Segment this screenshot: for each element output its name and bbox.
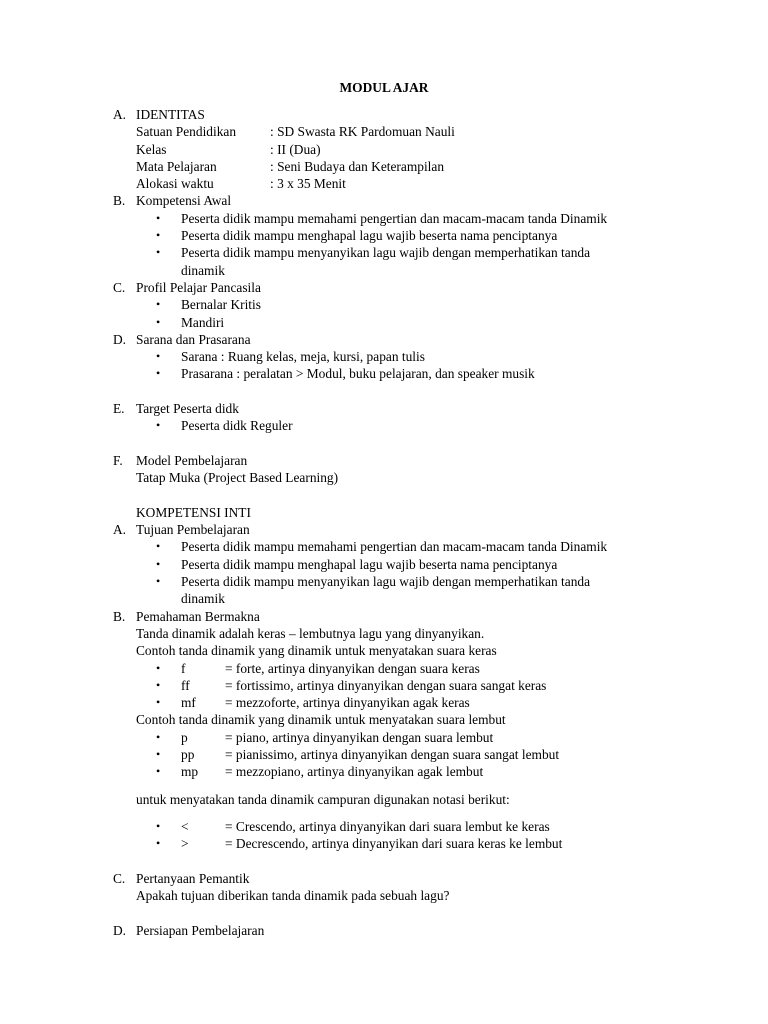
- blank-line: [0, 904, 768, 921]
- bullet-icon: •: [156, 764, 161, 779]
- bullet-icon: •: [156, 556, 161, 571]
- paragraph-line: [0, 711, 768, 728]
- list-item: [0, 296, 768, 313]
- field-label: Satuan Pendidikan: [136, 124, 237, 140]
- list-item-text: Peserta didik mampu menghapal lagu wajib beserta nama penciptanya: [181, 556, 558, 572]
- field-label: Alokasi waktu: [136, 176, 214, 192]
- dynamic-sign-item: [0, 763, 768, 780]
- identitas-row: [0, 141, 768, 158]
- bullet-icon: •: [156, 245, 161, 260]
- field-label: Mata Pelajaran: [136, 158, 217, 174]
- section-identitas-heading: [0, 106, 768, 123]
- bullet-icon: •: [156, 349, 161, 364]
- dynamic-sign-item: [0, 746, 768, 763]
- dynamic-symbol: pp: [181, 746, 195, 762]
- paragraph-text: Contoh tanda dinamik yang dinamik untuk menyatakan suara keras: [136, 643, 497, 659]
- bullet-icon: •: [156, 314, 161, 329]
- section-marker: C.: [113, 279, 126, 295]
- list-item: [0, 314, 768, 331]
- list-item-text: dinamik: [181, 591, 225, 607]
- section-heading: Pertanyaan Pemantik: [136, 870, 250, 886]
- bullet-icon: •: [156, 677, 161, 692]
- bullet-icon: •: [156, 746, 161, 761]
- section-heading: Target Peserta didk: [136, 401, 239, 417]
- list-item: [0, 210, 768, 227]
- bullet-icon: •: [156, 539, 161, 554]
- bullet-icon: •: [156, 574, 161, 589]
- dynamic-description: = fortissimo, artinya dinyanyikan dengan suara sangat keras: [225, 677, 547, 693]
- list-item-text: Peserta didk Reguler: [181, 418, 293, 434]
- page-title: MODUL AJAR: [339, 80, 429, 95]
- dynamic-description: = forte, artinya dinyanyikan dengan suara keras: [225, 660, 480, 676]
- list-item: [0, 227, 768, 244]
- dynamic-description: = pianissimo, artinya dinyanyikan dengan suara sangat lembut: [225, 746, 560, 762]
- document-body: [0, 106, 768, 939]
- section-heading: Persiapan Pembelajaran: [136, 922, 265, 938]
- kompetensi-inti-heading: [0, 504, 768, 521]
- bullet-icon: •: [156, 695, 161, 710]
- paragraph-text: Contoh tanda dinamik yang dinamik untuk menyatakan suara lembut: [136, 712, 506, 728]
- list-item-text: Mandiri: [181, 314, 225, 330]
- section-marker: D.: [113, 922, 127, 938]
- section-heading: Tujuan Pembelajaran: [136, 522, 250, 538]
- dynamic-sign-item: [0, 835, 768, 852]
- section-marker: A.: [113, 522, 127, 538]
- dynamic-symbol: mf: [181, 695, 196, 711]
- bullet-icon: •: [156, 210, 161, 225]
- bullet-icon: •: [156, 418, 161, 433]
- list-item-continuation: [0, 590, 768, 607]
- section-heading: Kompetensi Awal: [136, 193, 232, 209]
- list-item-text: Prasarana : peralatan > Modul, buku pelajaran, dan speaker musik: [181, 366, 535, 382]
- bullet-icon: •: [156, 366, 161, 381]
- dynamic-sign-item: [0, 694, 768, 711]
- field-value: : II (Dua): [270, 141, 321, 157]
- dynamic-sign-item: [0, 677, 768, 694]
- list-item-text: Peserta didik mampu memahami pengertian dan macam-macam tanda Dinamik: [181, 210, 608, 226]
- list-item: [0, 417, 768, 434]
- list-item: [0, 556, 768, 573]
- blank-line: [0, 383, 768, 400]
- dynamic-symbol: f: [181, 660, 186, 676]
- dynamic-symbol: mp: [181, 764, 199, 780]
- dynamic-symbol: p: [181, 729, 188, 745]
- blank-line: [0, 487, 768, 504]
- list-item: [0, 538, 768, 555]
- blank-line: [0, 435, 768, 452]
- list-item-continuation: [0, 262, 768, 279]
- section-model-heading: [0, 452, 768, 469]
- list-item-text: Peserta didik mampu menyanyikan lagu wajib dengan memperhatikan tanda: [181, 574, 591, 590]
- field-label: Kelas: [136, 141, 167, 157]
- section-persiapan-heading: [0, 922, 768, 939]
- list-item-text: Sarana : Ruang kelas, meja, kursi, papan tulis: [181, 349, 425, 365]
- list-item: [0, 573, 768, 590]
- paragraph-line: [0, 791, 768, 808]
- bullet-icon: •: [156, 297, 161, 312]
- section-heading: Pemahaman Bermakna: [136, 608, 260, 624]
- identitas-row: [0, 123, 768, 140]
- paragraph-text: Apakah tujuan diberikan tanda dinamik pada sebuah lagu?: [136, 888, 450, 904]
- dynamic-description: = Crescendo, artinya dinyanyikan dari suara lembut ke keras: [225, 818, 550, 834]
- section-heading: Sarana dan Prasarana: [136, 331, 251, 347]
- list-item: [0, 244, 768, 261]
- bullet-icon: •: [156, 660, 161, 675]
- paragraph-text: Tanda dinamik adalah keras – lembutnya lagu yang dinyanyikan.: [136, 625, 485, 641]
- list-item-text: dinamik: [181, 262, 225, 278]
- field-value: : 3 x 35 Menit: [270, 176, 346, 192]
- list-item: [0, 365, 768, 382]
- list-item-text: Bernalar Kritis: [181, 297, 261, 313]
- section-target-heading: [0, 400, 768, 417]
- dynamic-symbol: ff: [181, 677, 190, 693]
- section-sarana-heading: [0, 331, 768, 348]
- paragraph-line: [0, 887, 768, 904]
- blank-line: [0, 808, 768, 818]
- section-heading: IDENTITAS: [136, 107, 205, 122]
- section-marker: B.: [113, 608, 126, 624]
- paragraph-line: [0, 642, 768, 659]
- paragraph-text: Tatap Muka (Project Based Learning): [136, 470, 339, 486]
- dynamic-sign-item: [0, 729, 768, 746]
- dynamic-description: = mezzoforte, artinya dinyanyikan agak keras: [225, 695, 470, 711]
- section-profil-heading: [0, 279, 768, 296]
- list-item-text: Peserta didik mampu menyanyikan lagu wajib dengan memperhatikan tanda: [181, 245, 591, 261]
- identitas-row: [0, 175, 768, 192]
- section-kompetensi-awal-heading: [0, 192, 768, 209]
- paragraph-line: [0, 625, 768, 642]
- identitas-row: [0, 158, 768, 175]
- list-item-text: Peserta didik mampu memahami pengertian dan macam-macam tanda Dinamik: [181, 539, 608, 555]
- section-tujuan-heading: [0, 521, 768, 538]
- paragraph-text: untuk menyatakan tanda dinamik campuran digunakan notasi berikut:: [136, 791, 510, 807]
- dynamic-description: = mezzopiano, artinya dinyanyikan agak lembut: [225, 764, 484, 780]
- field-value: : Seni Budaya dan Keterampilan: [270, 158, 445, 174]
- bullet-icon: •: [156, 818, 161, 833]
- dynamic-symbol: <: [181, 818, 189, 834]
- dynamic-description: = piano, artinya dinyanyikan dengan suara lembut: [225, 729, 494, 745]
- section-marker: B.: [113, 193, 126, 209]
- section-marker: A.: [113, 107, 127, 122]
- section-marker: F.: [113, 452, 123, 468]
- dynamic-sign-item: [0, 818, 768, 835]
- dynamic-description: = Decrescendo, artinya dinyanyikan dari suara keras ke lembut: [225, 836, 563, 852]
- list-item-text: Peserta didik mampu menghapal lagu wajib beserta nama penciptanya: [181, 228, 558, 244]
- section-heading: KOMPETENSI INTI: [136, 504, 251, 520]
- section-pertanyaan-heading: [0, 870, 768, 887]
- section-marker: C.: [113, 870, 126, 886]
- section-pemahaman-heading: [0, 608, 768, 625]
- field-value: : SD Swasta RK Pardomuan Nauli: [270, 124, 455, 140]
- section-heading: Profil Pelajar Pancasila: [136, 279, 261, 295]
- list-item: [0, 348, 768, 365]
- paragraph-line: [0, 469, 768, 486]
- bullet-icon: •: [156, 729, 161, 744]
- blank-line: [0, 852, 768, 869]
- bullet-icon: •: [156, 836, 161, 851]
- dynamic-sign-item: [0, 660, 768, 677]
- dynamic-symbol: >: [181, 836, 189, 852]
- section-heading: Model Pembelajaran: [136, 452, 248, 468]
- section-marker: D.: [113, 331, 127, 347]
- section-marker: E.: [113, 401, 125, 417]
- bullet-icon: •: [156, 228, 161, 243]
- blank-line: [0, 781, 768, 791]
